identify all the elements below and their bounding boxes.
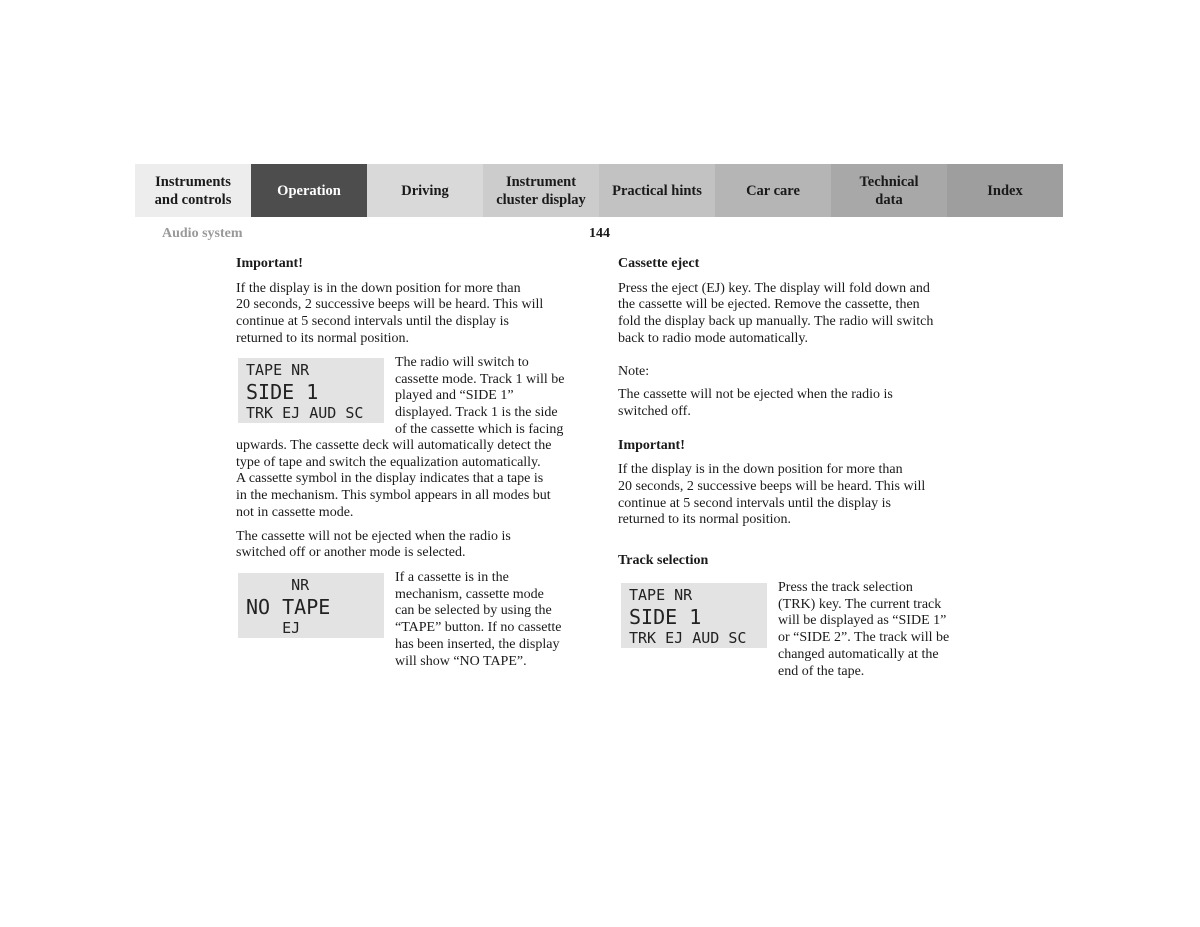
text-line: 20 seconds, 2 successive beeps will be heard. This will xyxy=(236,297,544,313)
tab-instrument-cluster-display[interactable]: Instrument cluster display xyxy=(483,164,599,217)
tab-driving[interactable]: Driving xyxy=(367,164,483,217)
text-line: type of tape and switch the equalization automatically. xyxy=(236,454,541,470)
lcd-line: NO TAPE xyxy=(246,595,331,619)
text-line: has been inserted, the display xyxy=(395,636,560,652)
text-line: continue at 5 second intervals until the display is xyxy=(618,495,891,511)
right-column xyxy=(618,256,978,570)
text-line: A cassette symbol in the display indicates that a tape is xyxy=(236,471,544,487)
lcd-line: SIDE 1 xyxy=(246,380,319,404)
tab-operation[interactable]: Operation xyxy=(251,164,367,217)
text-line: If a cassette is in the xyxy=(395,570,509,585)
lcd-line: TRK EJ AUD SC xyxy=(246,404,364,422)
lcd1-caption xyxy=(395,355,585,439)
lcd-display-no-tape xyxy=(238,573,384,638)
text-line: continue at 5 second intervals until the display is xyxy=(236,314,509,330)
cassette-eject-heading: Cassette eject xyxy=(618,256,700,271)
text-line: back to radio mode automatically. xyxy=(618,330,808,346)
text-line: will show “NO TAPE”. xyxy=(395,653,527,669)
text-line: The cassette will not be ejected when the radio is xyxy=(236,528,511,544)
section-title: Audio system xyxy=(162,226,243,241)
text-line: 20 seconds, 2 successive beeps will be heard. This will xyxy=(618,479,926,495)
text-line: not in cassette mode. xyxy=(236,504,354,520)
lcd-line: TAPE NR xyxy=(246,361,310,379)
lcd-line: SIDE 1 xyxy=(629,605,702,629)
tab-instruments-and-controls[interactable]: Instruments and controls xyxy=(135,164,251,217)
text-line: changed automatically at the xyxy=(778,646,939,662)
right-important-heading: Important! xyxy=(618,437,685,453)
text-line: or “SIDE 2”. The track will be xyxy=(778,630,950,646)
text-line: end of the tape. xyxy=(778,663,865,679)
tab-technical-data[interactable]: Technical data xyxy=(831,164,947,217)
text-line: Press the track selection xyxy=(778,580,913,595)
tab-practical-hints[interactable]: Practical hints xyxy=(599,164,715,217)
chapter-tabs xyxy=(135,164,1065,217)
note-label: Note: xyxy=(618,363,650,379)
text-line: played and “SIDE 1” xyxy=(395,388,514,404)
text-line: If the display is in the down position for more than xyxy=(618,462,903,478)
cassette-detect-paragraph xyxy=(236,438,586,562)
text-line: switched off. xyxy=(618,403,691,419)
text-line: If the display is in the down position for more than xyxy=(236,280,521,296)
text-line: returned to its normal position. xyxy=(236,330,410,346)
left-important-block xyxy=(236,256,586,348)
lcd-line: TRK EJ AUD SC xyxy=(629,629,747,647)
lcd-display-tape xyxy=(238,358,384,423)
text-line: switched off or another mode is selected. xyxy=(236,545,466,561)
text-line: of the cassette which is facing xyxy=(395,421,564,437)
text-line: (TRK) key. The current track xyxy=(778,596,942,612)
text-line: will be displayed as “SIDE 1” xyxy=(778,613,947,629)
text-line: The radio will switch to xyxy=(395,355,529,370)
left-important-heading: Important! xyxy=(236,256,303,271)
lcd-line: TAPE NR xyxy=(629,586,693,604)
text-line: in the mechanism. This symbol appears in all modes but xyxy=(236,488,551,504)
text-line: the cassette will be ejected. Remove the cassette, then xyxy=(618,297,920,313)
text-line: upwards. The cassette deck will automatically detect the xyxy=(236,438,552,453)
lcd3-caption xyxy=(778,580,978,680)
lcd-display-track xyxy=(621,583,767,648)
page-number: 144 xyxy=(589,226,610,241)
text-line: can be selected by using the xyxy=(395,603,552,619)
text-line: “TAPE” button. If no cassette xyxy=(395,620,562,636)
track-selection-heading: Track selection xyxy=(618,553,709,569)
text-line: Press the eject (EJ) key. The display will fold down and xyxy=(618,280,930,296)
lcd-line: EJ xyxy=(246,619,301,637)
text-line: displayed. Track 1 is the side xyxy=(395,405,558,421)
text-line: fold the display back up manually. The radio will switch xyxy=(618,314,934,330)
text-line: The cassette will not be ejected when the radio is xyxy=(618,387,893,403)
text-line: mechanism, cassette mode xyxy=(395,586,544,602)
lcd2-caption xyxy=(395,570,585,670)
tab-index[interactable]: Index xyxy=(947,164,1063,217)
tab-car-care[interactable]: Car care xyxy=(715,164,831,217)
lcd-line: NR xyxy=(246,576,310,594)
text-line: returned to its normal position. xyxy=(618,512,792,528)
text-line: cassette mode. Track 1 will be xyxy=(395,371,565,387)
